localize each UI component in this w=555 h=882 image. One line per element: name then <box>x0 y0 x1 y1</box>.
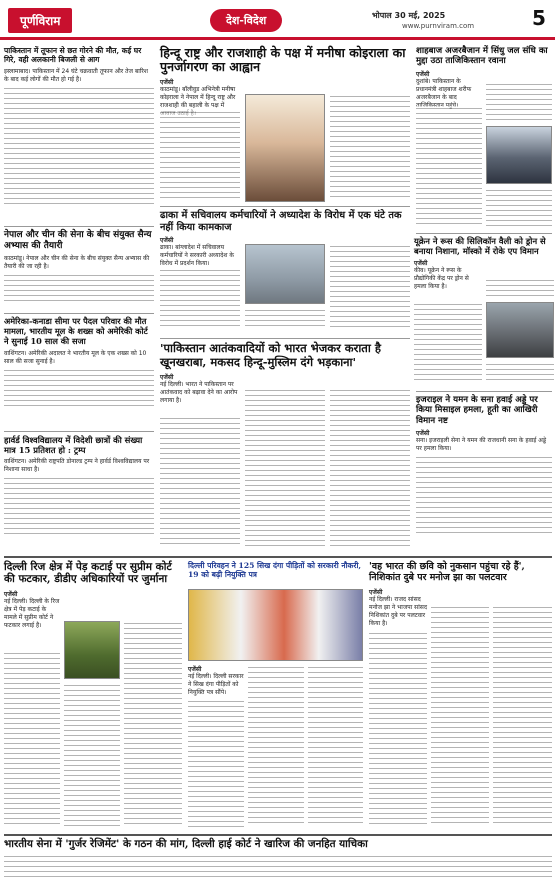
section-divider <box>4 556 552 558</box>
story-headline: नेपाल और चीन की सेना के बीच संयुक्त सैन्य अभ्यास की तैयारी <box>4 230 152 251</box>
story-hindu-rashtra <box>160 46 410 204</box>
story-ukraine <box>414 236 554 388</box>
newspaper-logo: पूर्णविराम <box>8 8 72 33</box>
story-body-text <box>369 631 427 827</box>
story-body-text <box>416 455 552 533</box>
story-delhi-court <box>4 561 182 831</box>
story-byline: एजेंसी <box>160 373 174 381</box>
story-body-text <box>493 605 552 827</box>
column-divider <box>416 233 552 234</box>
story-lead: नई दिल्ली। दिल्ली सरकार ने सिख दंगा पीड़ितों को नियुक्ति पत्र सौंपे। <box>188 673 244 696</box>
story-body-text <box>330 244 410 330</box>
dateline: भोपाल 30 मई, 2025 <box>372 11 446 20</box>
story-gurjar <box>4 838 552 880</box>
story-body-text <box>64 683 120 827</box>
story-lead: वाशिंगटन। अमेरिकी अदालत ने भारतीय मूल के एक शख्स को 10 साल की सजा सुनाई है। <box>4 349 147 365</box>
story-headline: इजराइल ने यमन के सना हवाई अड्डे पर किया मिसाइल हमला, हूती का आखिरी विमान नष्ट <box>416 395 538 426</box>
story-headline: दिल्ली रिज क्षेत्र में पेड़ कटाई पर सुप्रीम कोर्ट की फटकार, डीडीए अधिकारियों पर जुर्माना <box>4 561 172 586</box>
story-body-text <box>4 854 552 878</box>
story-body-text <box>4 86 154 206</box>
story-america <box>4 317 154 429</box>
story-body-text <box>330 388 410 548</box>
story-byline: एजेंसी <box>188 666 202 673</box>
photo-placeholder-icon <box>64 621 120 679</box>
column-divider <box>4 431 154 432</box>
section-title: देश-विदेश <box>210 9 282 32</box>
column-divider <box>160 338 410 339</box>
story-lead: सना। इजराइली सेना ने यमन की राजधानी सना के हवाई अड्डे पर हमला किया। <box>416 436 547 452</box>
story-body-text <box>248 665 304 827</box>
story-terror <box>160 342 410 552</box>
story-byline: एजेंसी <box>416 429 430 437</box>
story-body-text <box>486 278 554 300</box>
story-body-text <box>486 362 554 384</box>
column-divider <box>4 313 154 314</box>
story-body-text <box>486 82 552 122</box>
story-lead: ढाका। बांग्लादेश में सचिवालय कर्मचारियों ने सरकारी अध्यादेश के विरोध में प्रदर्शन किया। <box>160 243 234 267</box>
story-body-text <box>414 302 482 384</box>
story-headline: हार्वर्ड विश्वविद्यालय में विदेशी छात्रों की संख्या मात्र 15 प्रतिशत हो : ट्रम्प <box>4 435 143 456</box>
story-lead: नई दिल्ली। भारत ने पाकिस्तान पर आतंकवाद को बढ़ावा देने का आरोप लगाया है। <box>160 380 238 404</box>
story-lead: काठमांडू। नेपाल और चीन की सेना के बीच संयुक्त सैन्य अभ्यास की तैयारी की जा रही है। <box>4 254 150 270</box>
photo-placeholder-icon <box>486 302 554 358</box>
column-divider <box>4 226 154 227</box>
page-number: 5 <box>532 6 546 30</box>
story-sharif <box>416 46 552 230</box>
story-headline: यूक्रेन ने रूस की सिलिकॉन वैली को ड्रोन से बनाया निशाना, मॉस्को में रोके एप विमान <box>414 236 546 257</box>
story-lead: कीव। यूक्रेन ने रूस के प्रौद्योगिकी केंद्र पर ड्रोन से हमला किया है। <box>414 267 469 291</box>
story-body-text <box>245 388 325 548</box>
story-body-text <box>416 106 482 226</box>
story-lead: वाशिंगटन। अमेरिकी राष्ट्रपति डोनाल्ड ट्रम्प ने हार्वर्ड विश्वविद्यालय पर निशाना साधा है। <box>4 458 150 474</box>
column-divider <box>160 206 410 207</box>
story-body-text <box>188 699 244 827</box>
story-headline: 'वह भारत की छवि को नुकसान पहुंचा रहे हैं', निशिकांत दुबे पर मनोज झा का पलटवार <box>369 561 525 584</box>
story-byline: एजेंसी <box>160 78 174 86</box>
masthead <box>0 0 555 40</box>
story-lead: इस्लामाबाद। पाकिस्तान में 24 घंटे चक्रवाती तूफान और तेज बारिश के बाद कई लोगों की मौत हो गई है। <box>4 68 148 83</box>
story-headline: हिन्दू राष्ट्र और राजशाही के पक्ष में मनीषा कोइराला का पुनर्जागरण का आह्वान <box>160 45 406 75</box>
website-url[interactable]: www.purnviram.com <box>402 22 475 30</box>
photo-placeholder-icon <box>188 589 363 661</box>
story-headline: पाकिस्तान में तूफान से छत गोरने की मौत, कई घर गिरे, वही अलकानी बिजली से आग <box>4 46 142 64</box>
story-body-text <box>160 416 240 548</box>
story-headline: शाहबाज अजरबैजान में सिंधु जल संधि का मुद्दा उठा ताजिकिस्तान रवाना <box>416 46 548 67</box>
story-body-text <box>330 94 410 200</box>
story-body-text <box>160 110 240 200</box>
story-byline: एजेंसी <box>414 260 428 268</box>
photo-placeholder-icon <box>245 94 325 202</box>
story-lead: नई दिल्ली। राजद सांसद मनोज झा ने भाजपा सांसद निशिकांत दुबे पर पलटवार किया है। <box>369 595 428 627</box>
story-headline: 'पाकिस्तान आतंकवादियों को भारत भेजकर कराता है खूनखराबा, मकसद हिन्दू-मुस्लिम दंगे भड़काना' <box>160 341 381 369</box>
story-body-text <box>245 308 325 330</box>
story-body-text <box>4 651 60 827</box>
story-lead: दुशांबे। पाकिस्तान के प्रधानमंत्री शाहबाज शरीफ अजरबैजान के बाद <box>416 77 472 101</box>
story-lead: काठमांडू। बॉलीवुड अभिनेत्री मनीषा कोइराला ने नेपाल में हिन्दू राष्ट्र और राजशाही की बहाली के पक्ष में <box>160 85 236 109</box>
story-headline: ढाका में सचिवालय कर्मचारियों ने अध्यादेश के विरोध में एक घंटे तक नहीं किया कामकाज <box>160 210 402 233</box>
story-body-text <box>4 273 154 303</box>
section-divider <box>4 834 552 836</box>
story-harvard <box>4 435 154 553</box>
story-body-text <box>160 268 240 330</box>
story-transport <box>188 561 363 831</box>
story-byline: एजेंसी <box>4 590 18 598</box>
story-pakistan <box>4 46 154 224</box>
story-body-text <box>308 665 363 827</box>
story-israel <box>416 395 552 553</box>
story-nepal <box>4 230 154 310</box>
story-headline: दिल्ली परिवहन ने 125 सिख दंगा पीड़ितों को सरकारी नौकरी, 19 को बढ़ी नियुक्ति पत्र <box>188 561 362 580</box>
photo-placeholder-icon <box>245 244 325 304</box>
story-body-text <box>124 621 182 827</box>
story-lead: नई दिल्ली। दिल्ली के रिज क्षेत्र में पेड़ कटाई के मामले में सुप्रीम कोर्ट ने फटकार लगाई है। <box>4 597 60 629</box>
story-byline: एजेंसी <box>369 588 383 596</box>
story-byline: एजेंसी <box>416 70 430 78</box>
story-byline: एजेंसी <box>160 236 174 244</box>
story-body-text <box>4 476 154 536</box>
story-body-text <box>4 368 154 410</box>
story-headline: अमेरिका-कनाडा सीमा पर पैदल परिवार की मौत मामला, भारतीय मूल के शख्स को अमेरिकी कोर्ट ने सुनाई 10 साल की सजा <box>4 316 148 346</box>
story-headline: भारतीय सेना में 'गुर्जर रेजिमेंट' के गठन की मांग, दिल्ली हाई कोर्ट ने खारिज की जनहित याचिका <box>4 838 368 850</box>
story-body-text <box>486 188 552 226</box>
story-dhaka <box>160 210 410 335</box>
story-image <box>369 561 552 831</box>
story-body-text <box>431 605 489 827</box>
column-divider <box>416 391 552 392</box>
photo-placeholder-icon <box>486 126 552 184</box>
